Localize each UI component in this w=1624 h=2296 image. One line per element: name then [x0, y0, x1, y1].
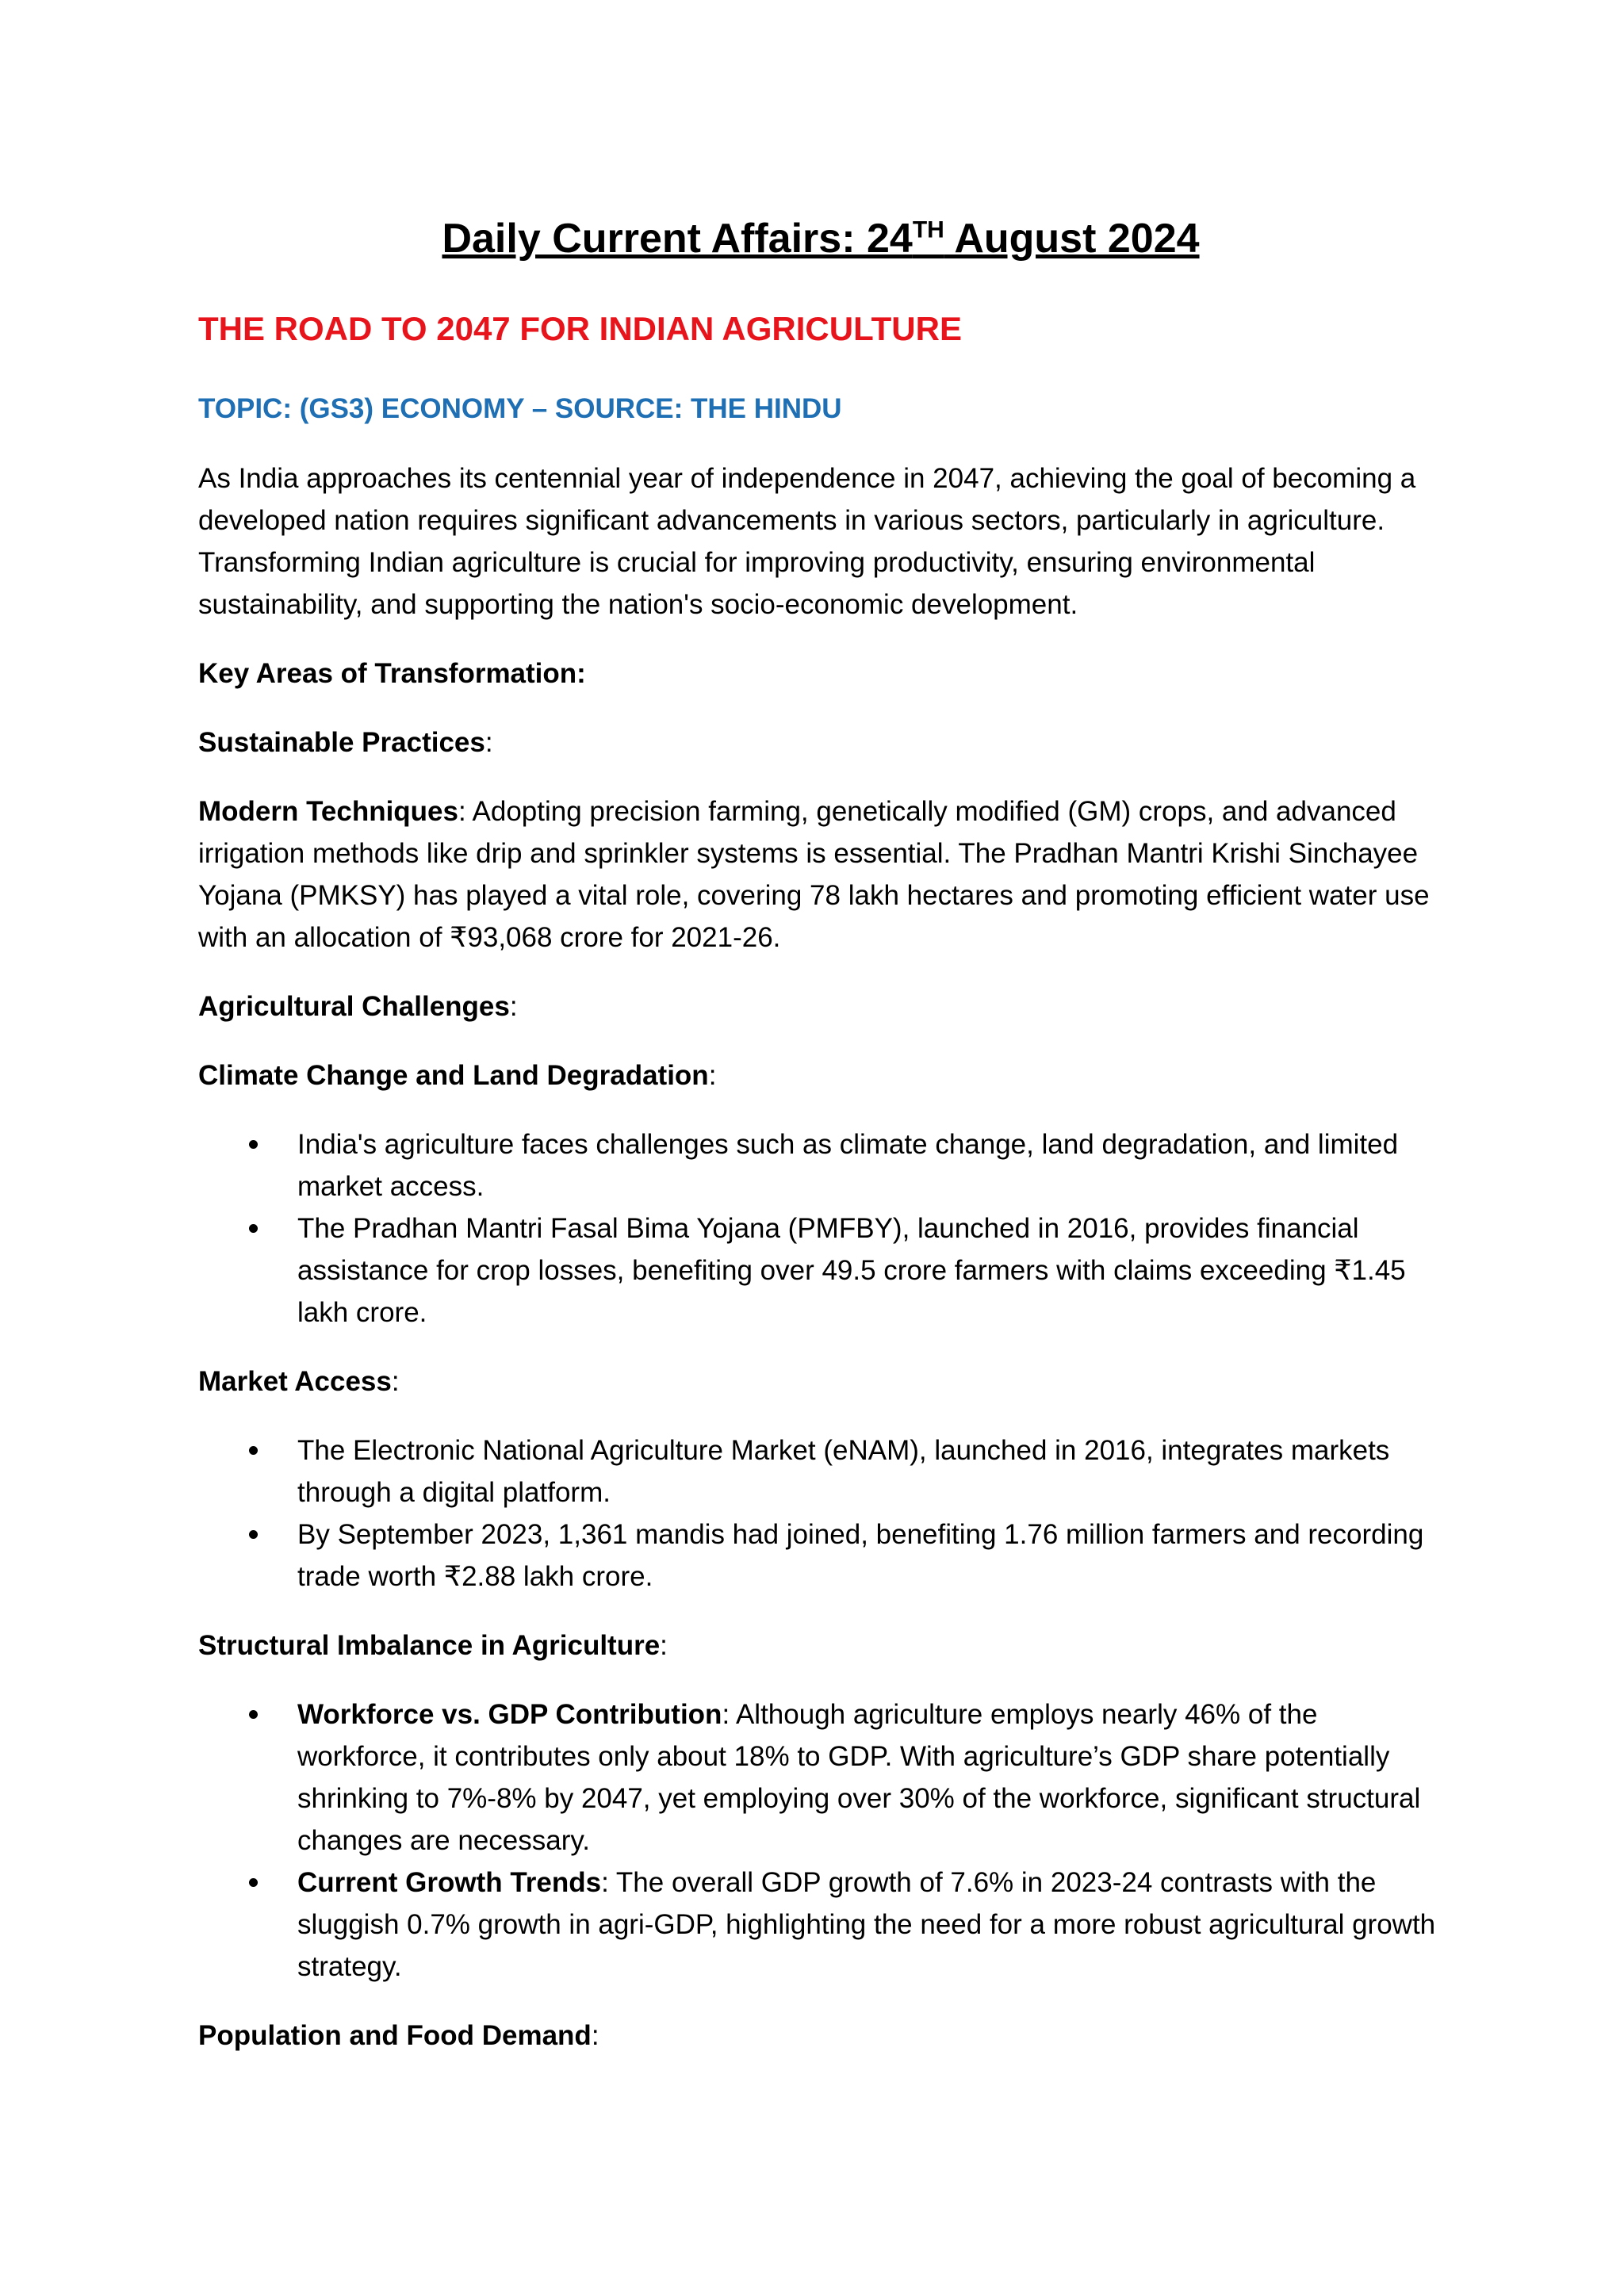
- document-body: [198, 214, 1443, 2084]
- bullet-icon: [249, 1224, 258, 1233]
- list-item: [198, 1207, 1443, 1334]
- list-item-text: The Electronic National Agriculture Market (eNAM), launched in 2016, integrates markets through a digital platform.: [297, 1434, 1390, 1508]
- bullet-icon: [249, 1710, 258, 1719]
- title-superscript: TH: [912, 216, 944, 243]
- structural-imbalance-colon: :: [660, 1629, 668, 1661]
- list-item-text: : The overall GDP growth of 7.6% in 2023-24 contrasts with the sluggish 0.7% growth in agri-GDP, highlighting the need for a more robust agricultural growth strategy.: [297, 1866, 1436, 1982]
- bullet-icon: [249, 1446, 258, 1455]
- list-item: [198, 1693, 1443, 1862]
- title-main: Daily Current Affairs: 24: [442, 216, 913, 262]
- bullet-icon: [249, 1530, 258, 1539]
- list-item-text: The Pradhan Mantri Fasal Bima Yojana (PMFBY), launched in 2016, provides financial assistance for crop losses, benefiting over 49.5 crore farmers with claims exceeding ₹1.45 lakh crore.: [297, 1212, 1406, 1328]
- population-food-demand-label: Population and Food Demand: [198, 2019, 592, 2051]
- sustainable-practices-label: Sustainable Practices: [198, 726, 485, 758]
- key-areas-heading: [198, 652, 1443, 695]
- article-headline: THE ROAD TO 2047 FOR INDIAN AGRICULTURE: [198, 310, 962, 348]
- list-item-text: By September 2023, 1,361 mandis had joined, benefiting 1.76 million farmers and recording trade worth ₹2.88 lakh crore.: [297, 1518, 1424, 1592]
- modern-techniques-paragraph: [198, 790, 1443, 959]
- key-areas-label: Key Areas of Transformation:: [198, 657, 586, 689]
- modern-techniques-text: : Adopting precision farming, genetically modified (GM) crops, and advanced irrigation methods like drip and sprinkler systems is essential. The Pradhan Mantri Krishi Sinchayee Yojana (PMKSY) has played a vital role, covering 78 lakh hectares and promoting efficient water use with an allocation of ₹93,068 crore for 2021-26.: [198, 795, 1430, 953]
- list-item-label: Current Growth Trends: [297, 1866, 602, 1898]
- structural-imbalance-label: Structural Imbalance in Agriculture: [198, 1629, 661, 1661]
- topic-line: TOPIC: (GS3) ECONOMY – SOURCE: THE HINDU: [198, 392, 842, 424]
- page-title: [198, 214, 1443, 263]
- market-access-list: [198, 1429, 1443, 1598]
- list-item: [198, 1862, 1443, 1988]
- population-food-demand-heading: [198, 2015, 1443, 2057]
- agricultural-challenges-label: Agricultural Challenges: [198, 990, 510, 1022]
- sustainable-practices-colon: :: [485, 726, 493, 758]
- climate-change-label: Climate Change and Land Degradation: [198, 1059, 709, 1091]
- title-suffix: August 2024: [944, 216, 1200, 262]
- climate-change-colon: :: [708, 1059, 717, 1091]
- structural-imbalance-heading: [198, 1624, 1443, 1667]
- list-item-label: Workforce vs. GDP Contribution: [297, 1698, 722, 1730]
- market-access-colon: :: [391, 1365, 400, 1397]
- list-item-text: : Although agriculture employs nearly 46% of the workforce, it contributes only about 18% to GDP. With agriculture’s GDP share potentially shrinking to 7%-8% by 2047, yet employing over 30% of the workforce, significant structural changes are necessary.: [297, 1698, 1421, 1856]
- bullet-icon: [249, 1878, 258, 1887]
- climate-change-list: [198, 1123, 1443, 1334]
- intro-paragraph: As India approaches its centennial year of independence in 2047, achieving the goal of becoming a developed nation requires significant advancements in various sectors, particularly in agriculture. Transforming Indian agriculture is crucial for improving productivity, ensuring environmental sustainability, and supporting the nation's socio-economic development.: [198, 462, 1416, 620]
- agricultural-challenges-heading: [198, 985, 1443, 1027]
- bullet-icon: [249, 1140, 258, 1149]
- market-access-label: Market Access: [198, 1365, 392, 1397]
- list-item: [198, 1123, 1443, 1207]
- agricultural-challenges-colon: :: [509, 990, 518, 1022]
- sustainable-practices-heading: [198, 721, 1443, 763]
- modern-techniques-label: Modern Techniques: [198, 795, 458, 827]
- population-food-demand-colon: :: [591, 2019, 599, 2051]
- climate-change-heading: [198, 1054, 1443, 1096]
- structural-imbalance-list: [198, 1693, 1443, 1988]
- market-access-heading: [198, 1360, 1443, 1402]
- list-item-text: India's agriculture faces challenges such as climate change, land degradation, and limited market access.: [297, 1128, 1399, 1202]
- list-item: [198, 1513, 1443, 1598]
- list-item: [198, 1429, 1443, 1513]
